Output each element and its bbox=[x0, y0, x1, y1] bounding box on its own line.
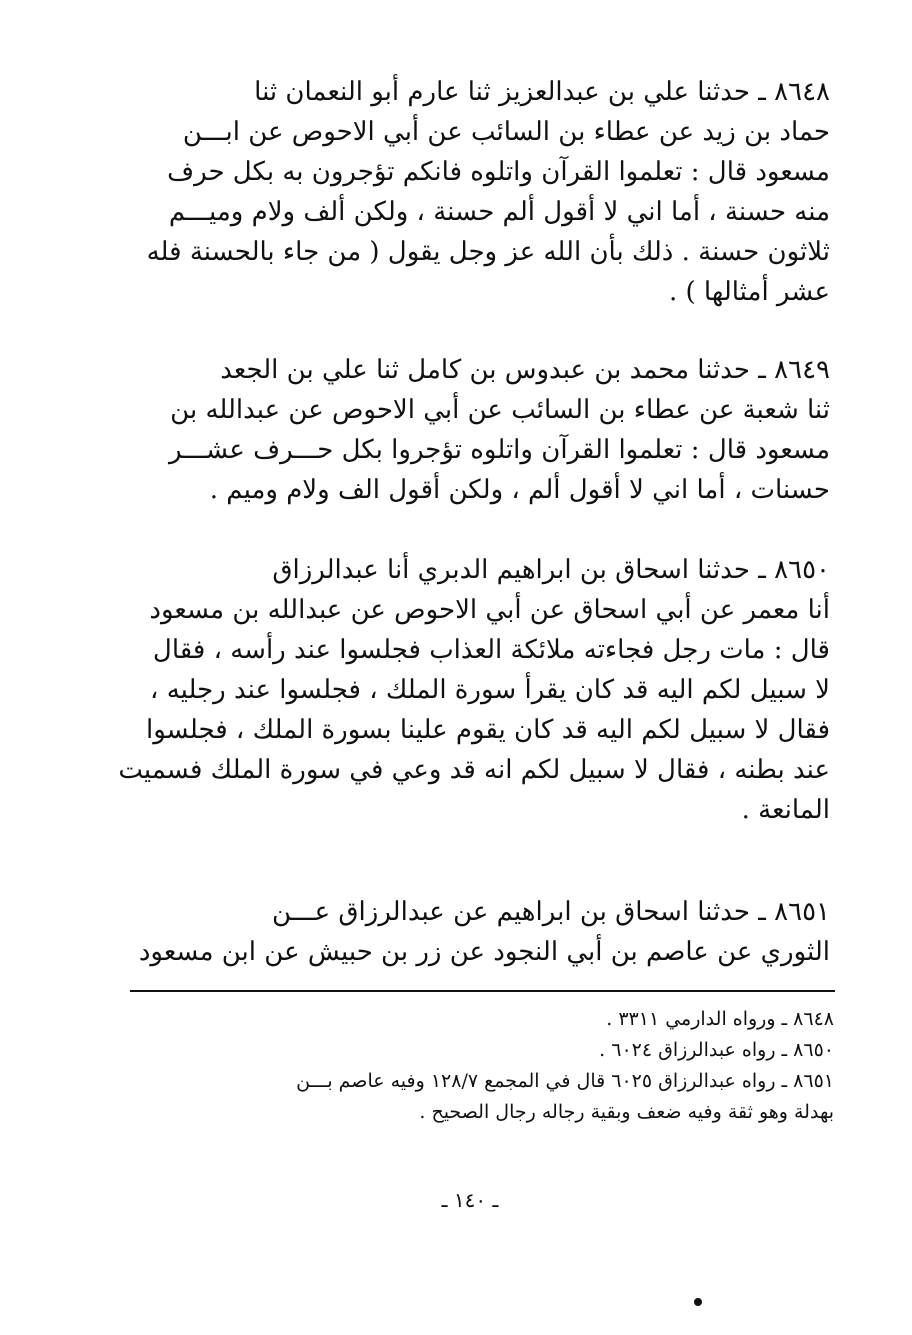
text-line: ٨٦٥٠ ـ حدثنا اسحاق بن ابراهيم الدبري أنا عبدالرزاق bbox=[272, 555, 830, 585]
text-line: مسعود قال : تعلموا القرآن واتلوه تؤجروا بكل حـــرف عشـــر bbox=[168, 435, 830, 465]
text-line: ٨٦٥١ ـ حدثنا اسحاق بن ابراهيم عن عبدالرزاق عـــن bbox=[271, 897, 830, 927]
hadith-8650 bbox=[108, 550, 830, 830]
footnote-line: ٨٦٤٨ ـ ورواه الدارمي ٣٣١١ . bbox=[606, 1008, 834, 1030]
text-line: أنا معمر عن أبي اسحاق عن أبي الاحوص عن عبدالله بن مسعود bbox=[149, 595, 830, 625]
footnote-line: ٨٦٥١ ـ رواه عبدالرزاق ٦٠٢٥ قال في المجمع ١٢٨/٧ وفيه عاصم بـــن bbox=[296, 1070, 834, 1092]
page-number: ـ ١٤٠ ـ bbox=[441, 1188, 499, 1212]
text-line: ٨٦٤٩ ـ حدثنا محمد بن عبدوس بن كامل ثنا علي بن الجعد bbox=[220, 355, 830, 385]
text-line: منه حسنة ، أما اني لا أقول ألم حسنة ، ولكن ألف ولام وميـــم bbox=[168, 197, 830, 227]
footnotes bbox=[108, 1004, 834, 1128]
footnote-divider bbox=[130, 990, 835, 992]
text-line: لا سبيل لكم اليه قد كان يقرأ سورة الملك ، فجلسوا عند رجليه ، bbox=[150, 675, 830, 705]
text-line: مسعود قال : تعلموا القرآن واتلوه فانكم تؤجرون به بكل حرف bbox=[167, 157, 830, 187]
footnote-line: بهدلة وهو ثقة وفيه ضعف وبقية رجاله رجال الصحيح . bbox=[419, 1101, 834, 1123]
text-line: عند بطنه ، فقال لا سبيل لكم انه قد وعي في سورة الملك فسميت bbox=[118, 755, 830, 785]
hadith-8651 bbox=[108, 892, 830, 972]
text-line: عشر أمثالها ) . bbox=[668, 277, 830, 307]
scan-speck bbox=[694, 1298, 702, 1306]
text-line: ثنا شعبة عن عطاء بن السائب عن أبي الاحوص عن عبدالله بن bbox=[170, 395, 830, 425]
footnote-line: ٨٦٥٠ ـ رواه عبدالرزاق ٦٠٢٤ . bbox=[599, 1039, 834, 1061]
text-line: الثوري عن عاصم بن أبي النجود عن زر بن حبيش عن ابن مسعود bbox=[138, 937, 830, 967]
hadith-8649 bbox=[108, 350, 830, 510]
hadith-8648 bbox=[108, 72, 830, 312]
text-line: ثلاثون حسنة . ذلك بأن الله عز وجل يقول ( من جاء بالحسنة فله bbox=[146, 237, 830, 267]
text-line: ٨٦٤٨ ـ حدثنا علي بن عبدالعزيز ثنا عارم أبو النعمان ثنا bbox=[254, 77, 830, 107]
text-line: قال : مات رجل فجاءته ملائكة العذاب فجلسوا عند رأسه ، فقال bbox=[152, 635, 830, 665]
text-line: المانعة . bbox=[741, 795, 830, 825]
text-line: حماد بن زيد عن عطاء بن السائب عن أبي الاحوص عن ابـــن bbox=[182, 117, 830, 147]
text-line: فقال لا سبيل لكم اليه قد كان يقوم علينا بسورة الملك ، فجلسوا bbox=[146, 715, 830, 745]
text-line: حسنات ، أما اني لا أقول ألم ، ولكن أقول الف ولام وميم . bbox=[209, 475, 830, 505]
